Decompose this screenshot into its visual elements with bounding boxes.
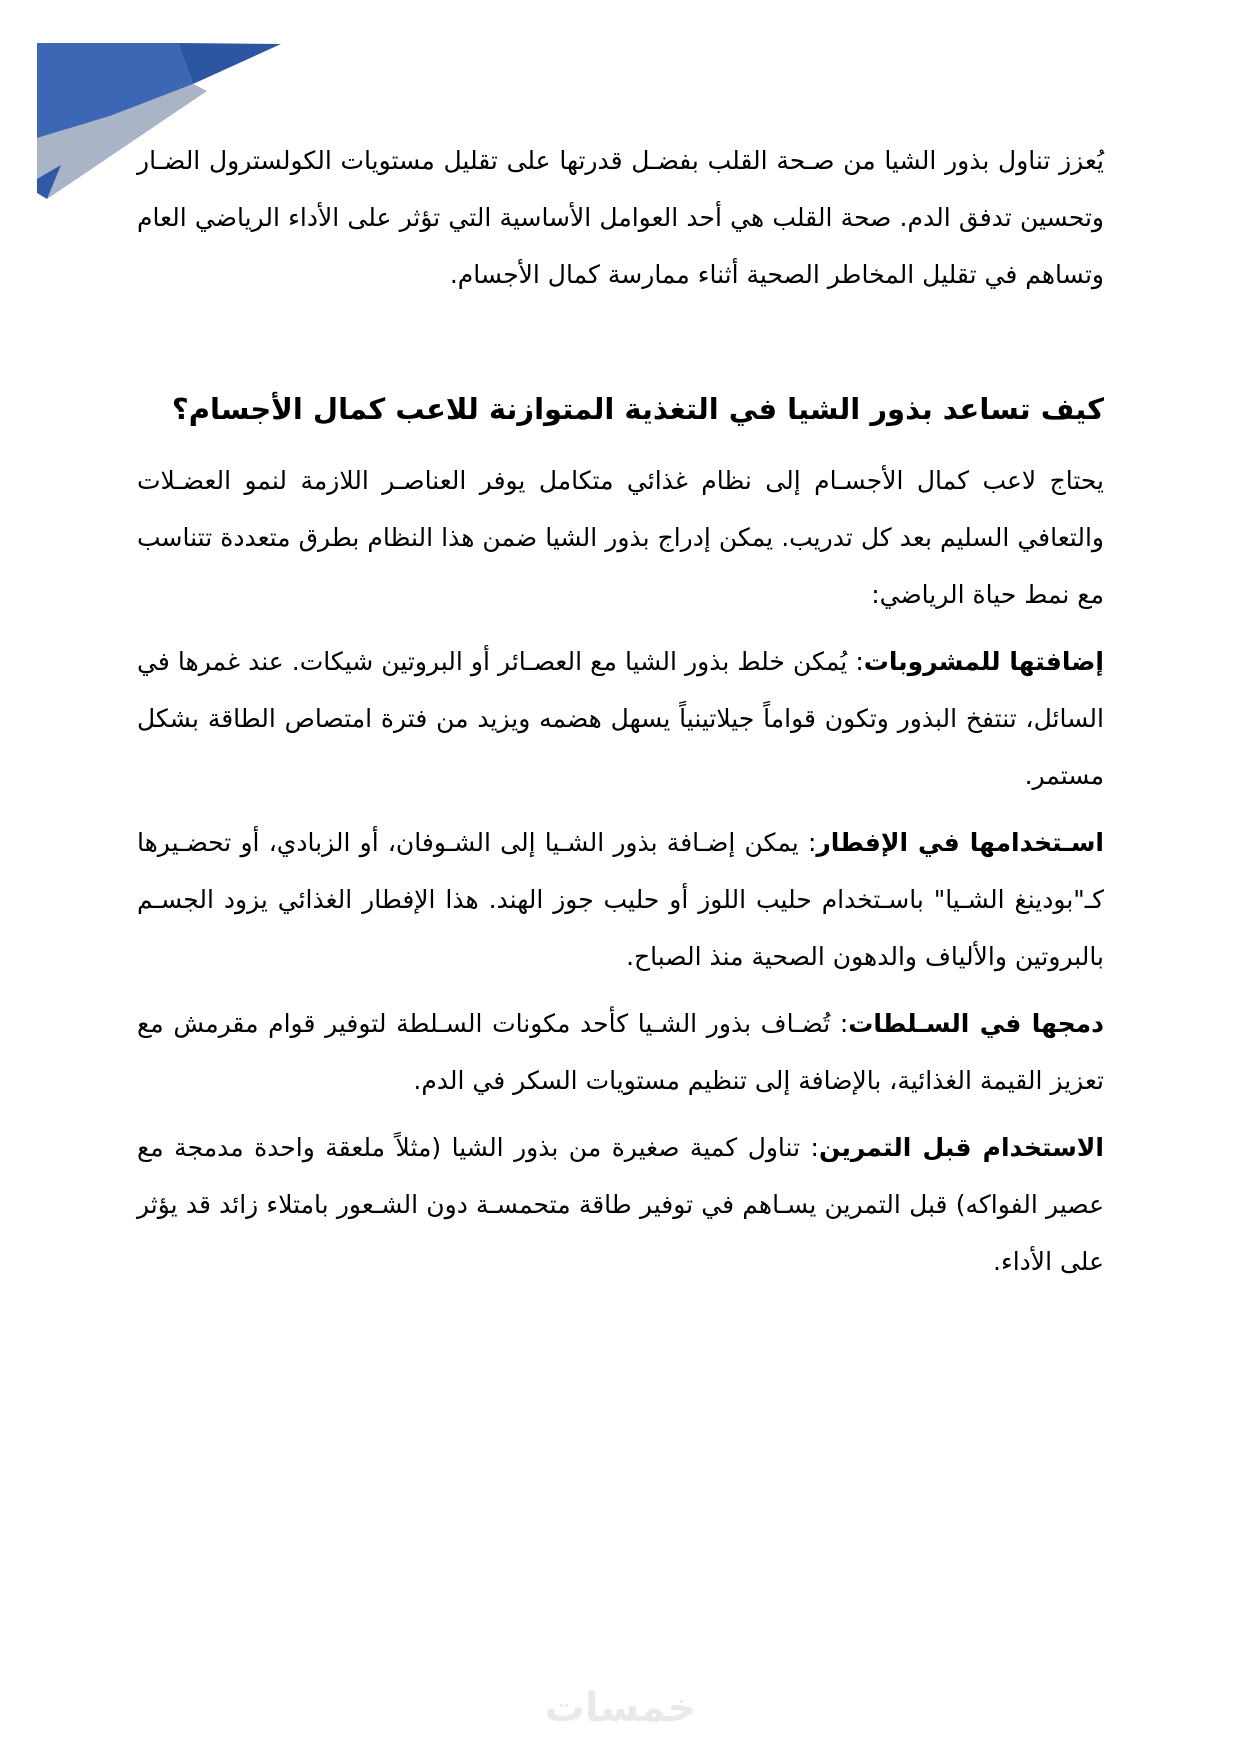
tip-text-drinks: : يُمكن خلط بذور الشيا مع العصـائر أو البروتين شيكات. عند غمرها في السائل، تنتفخ البذور وتكون قواماً جيلاتينياً يسهل هضمه ويزيد من فترة امتصاص الطاقة بشكل مستمر. — [137, 647, 1104, 790]
tip-paragraph-preworkout — [137, 1119, 1104, 1290]
tip-lead-breakfast: اسـتخدامها في الإفطار — [816, 828, 1104, 857]
section-heading: كيف تساعد بذور الشيا في التغذية المتوازنة للاعب كمال الأجسام؟ — [171, 392, 1104, 426]
article-body — [137, 132, 1104, 1290]
intro-paragraph: يُعزز تناول بذور الشيا من صـحة القلب بفضـل قدرتها على تقليل مستويات الكولسترول الضـار وتحسين تدفق الدم. صحة القلب هي أحد العوامل الأساسية التي تؤثر على الأداء الرياضي العام وتساهم في تقليل المخاطر الصحية أثناء ممارسة كمال الأجسام. — [137, 146, 1104, 289]
tip-paragraph-drinks — [137, 633, 1104, 804]
tip-text-breakfast: : يمكن إضـافة بذور الشـيا إلى الشـوفان، أو الزبادي، أو تحضـيرها كـ"بودينغ الشـيا" باسـتخدام حليب اللوز أو حليب جوز الهند. هذا الإفطار الغذائي يزود الجسـم بالبروتين والألياف والدهون الصحية منذ الصباح. — [137, 828, 1104, 971]
khamsat-watermark-logo: خمسات — [544, 1685, 697, 1731]
tip-paragraph-salads — [137, 995, 1104, 1109]
tip-lead-preworkout: الاستخدام قبل التمرين — [818, 1133, 1104, 1162]
tip-lead-drinks: إضافتها للمشروبات — [863, 647, 1104, 676]
overview-paragraph: يحتاج لاعب كمال الأجسـام إلى نظام غذائي متكامل يوفر العناصـر اللازمة لنمو العضـلات والتعافي السليم بعد كل تدريب. يمكن إدراج بذور الشيا ضمن هذا النظام بطرق متعددة تتناسب مع نمط حياة الرياضي: — [137, 466, 1104, 609]
tip-lead-salads: دمجها في السـلطات — [848, 1009, 1104, 1038]
tip-text-preworkout: : تناول كمية صغيرة من بذور الشيا (مثلاً ملعقة واحدة مدمجة مع عصير الفواكه) قبل التمرين يسـاهم في توفير طاقة متحمسـة دون الشـعور بامتلاء زائد قد يؤثر على الأداء. — [137, 1133, 1104, 1276]
corner-decoration-dark-facet — [178, 43, 281, 84]
tip-paragraph-breakfast — [137, 814, 1104, 985]
tip-text-salads: : تُضـاف بذور الشـيا كأحد مكونات السـلطة لتوفير قوام مقرمش مع تعزيز القيمة الغذائية، بالإضافة إلى تنظيم مستويات السكر في الدم. — [137, 1009, 1104, 1095]
